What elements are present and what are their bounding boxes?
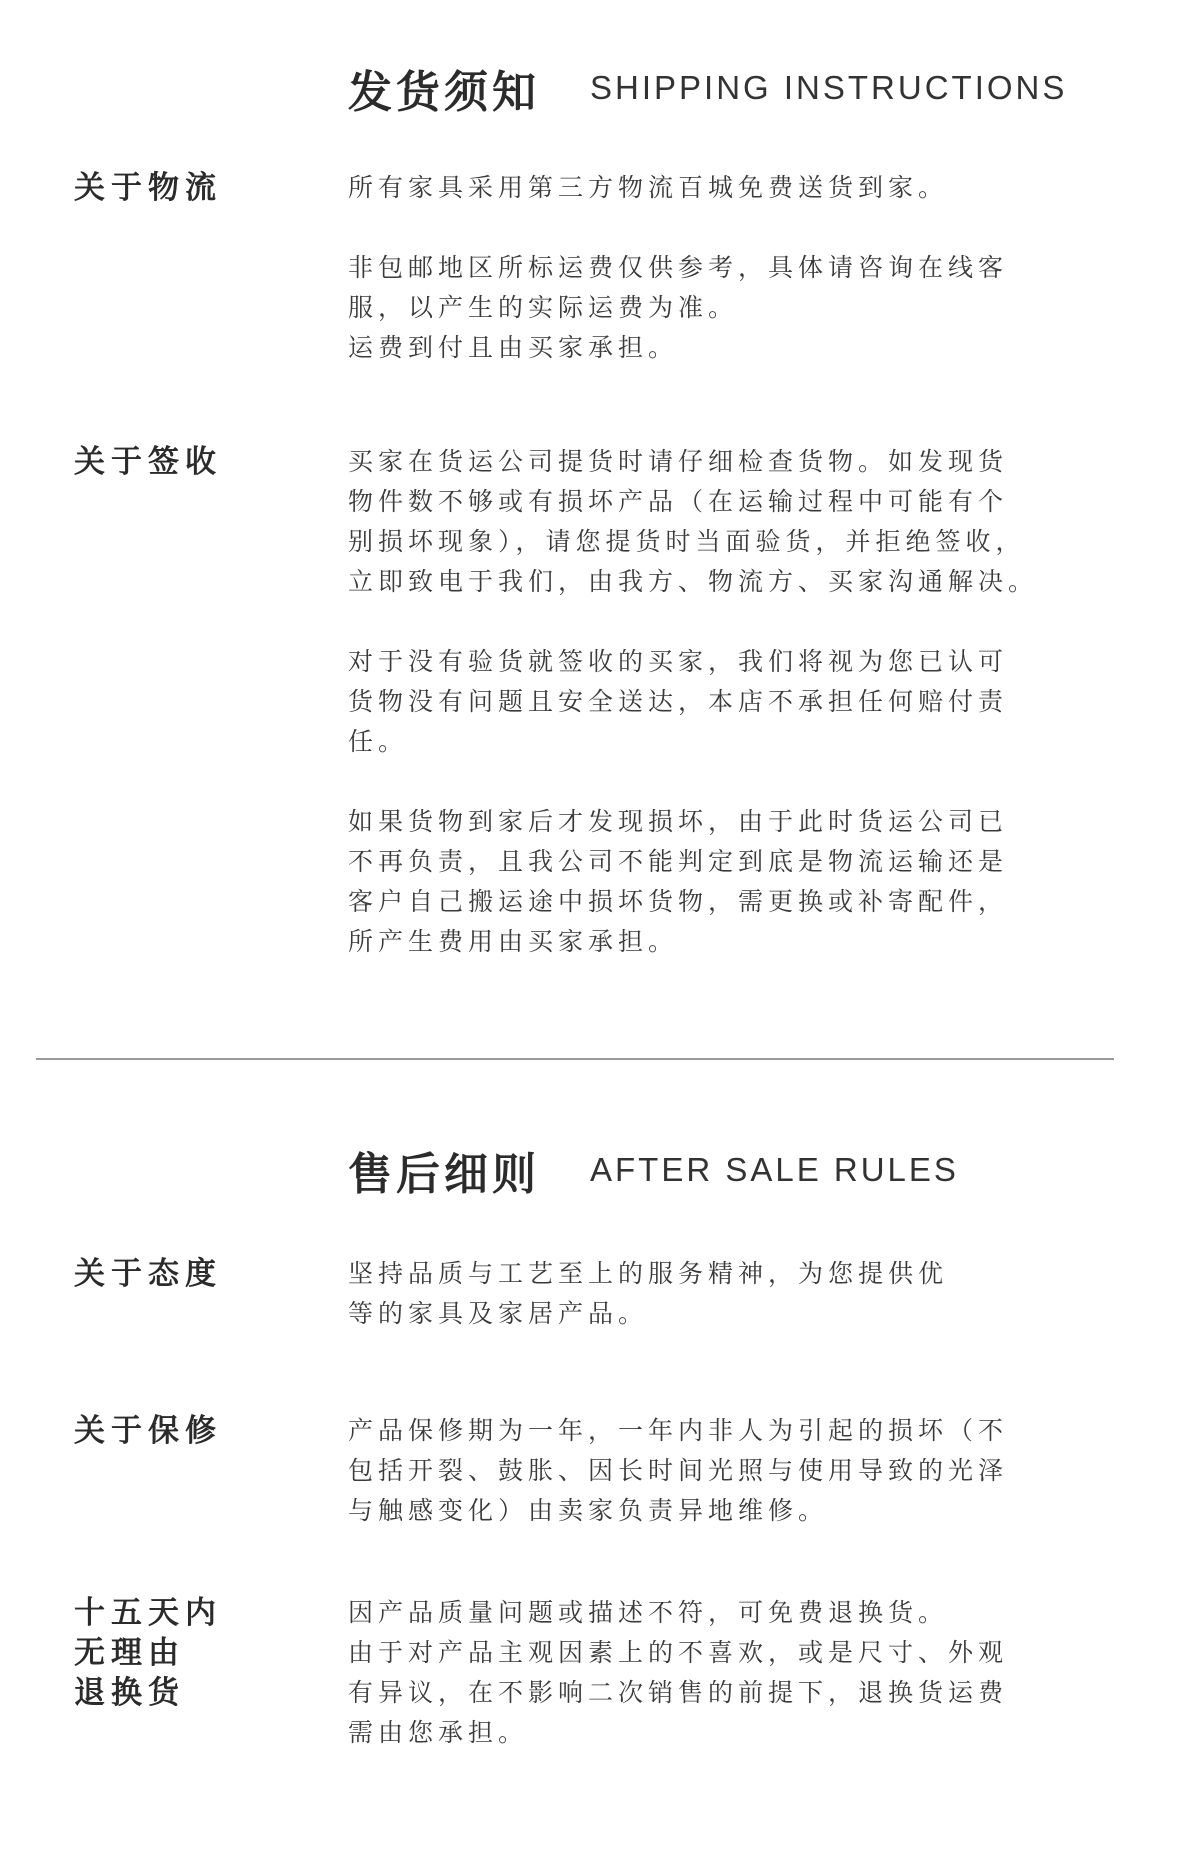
shipping-title-cn: 发货须知 [348, 67, 540, 118]
signing-body [348, 442, 1088, 962]
logistics-paragraph-1: 所有家具采用第三方物流百城免费送货到家。 [348, 173, 949, 202]
section-divider [36, 1058, 1114, 1060]
returns-label: 十五天内 无理由 退换货 [74, 1595, 222, 1711]
attitude-label: 关于态度 [74, 1256, 222, 1292]
aftersale-title-cn: 售后细则 [348, 1149, 540, 1200]
signing-paragraph-3: 如果货物到家后才发现损坏，由于此时货运公司已 不再负责，且我公司不能判定到底是物流运输还是 客户自己搬运途中损坏货物，需更换或补寄配件， 所产生费用由买家承担。 [348, 807, 1009, 956]
aftersale-header [348, 1140, 959, 1200]
signing-paragraph-2: 对于没有验货就签收的买家，我们将视为您已认可 货物没有问题且安全送达，本店不承担任何赔付责 任。 [348, 647, 1009, 756]
attitude-body [348, 1254, 1088, 1334]
logistics-paragraph-2: 非包邮地区所标运费仅供参考，具体请咨询在线客 服，以产生的实际运费为准。 运费到付且由买家承担。 [348, 253, 1009, 362]
signing-label: 关于签收 [74, 444, 222, 480]
logistics-label: 关于物流 [74, 170, 222, 206]
signing-paragraph-1: 买家在货运公司提货时请仔细检查货物。如发现货 物件数不够或有损坏产品（在运输过程中可能有个 别损坏现象），请您提货时当面验货，并拒绝签收， 立即致电于我们，由我方、物流方、买家沟通解决。 [348, 447, 1039, 596]
shipping-header [348, 58, 1067, 118]
aftersale-title-en: AFTER SALE RULES [590, 1151, 959, 1188]
warranty-label: 关于保修 [74, 1413, 222, 1449]
returns-body [348, 1593, 1088, 1753]
warranty-paragraph-1: 产品保修期为一年，一年内非人为引起的损坏（不 包括开裂、鼓胀、因长时间光照与使用导致的光泽 与触感变化）由卖家负责异地维修。 [348, 1416, 1009, 1525]
attitude-paragraph-1: 坚持品质与工艺至上的服务精神，为您提供优 等的家具及家居产品。 [348, 1259, 949, 1328]
returns-paragraph-1: 因产品质量问题或描述不符，可免费退换货。 由于对产品主观因素上的不喜欢，或是尺寸、外观 有异议，在不影响二次销售的前提下，退换货运费 需由您承担。 [348, 1598, 1009, 1747]
logistics-body [348, 168, 1088, 368]
shipping-title-en: SHIPPING INSTRUCTIONS [590, 69, 1068, 106]
warranty-body [348, 1411, 1088, 1531]
